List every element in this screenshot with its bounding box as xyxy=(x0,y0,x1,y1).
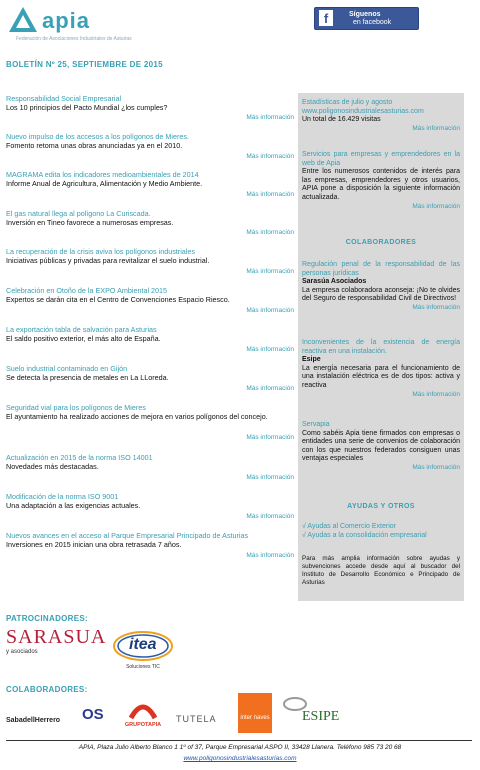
news-title[interactable]: Celebración en Otoño de la EXPO Ambiental 2015 xyxy=(6,286,168,295)
news-desc: Novedades más destacadas. xyxy=(6,462,99,471)
tapia-logo[interactable] xyxy=(120,700,166,728)
news-desc: Expertos se darán cita en el Centro de Convenciones Espacio Riesco. xyxy=(6,295,230,304)
services-title[interactable]: Servicios para empresas y emprendedores en la web de Apia xyxy=(302,151,460,167)
news-title[interactable]: La recuperación de la crisis aviva los polígonos industriales xyxy=(6,247,195,256)
bulletin-title: BOLETÍN Nº 25, SEPTIEMBRE DE 2015 xyxy=(6,60,163,69)
more-info-link[interactable]: Más información xyxy=(412,124,460,132)
news-item xyxy=(6,453,298,481)
more-info-link[interactable]: Más información xyxy=(246,229,294,236)
tapia-name: GRUPOTAPIA xyxy=(124,722,162,728)
news-item xyxy=(6,247,298,275)
news-desc: El ayuntamiento ha realizado acciones de mejora en varios polígonos del concejo. xyxy=(6,412,268,421)
more-info-link[interactable]: Más información xyxy=(246,474,294,481)
news-title[interactable]: Actualización en 2015 de la norma ISO 14001 xyxy=(6,453,153,462)
collab-title[interactable]: Servapia xyxy=(302,421,330,428)
news-item xyxy=(6,94,298,122)
news-title[interactable]: Responsabilidad Social Empresarial xyxy=(6,94,122,103)
news-item xyxy=(6,209,298,237)
aid-label: Ayudas al Comercio Exterior xyxy=(307,523,396,530)
news-title[interactable]: MAGRAMA edita los indicadores medioambientales de 2014 xyxy=(6,170,199,179)
more-info-link[interactable]: Más información xyxy=(246,307,294,314)
check-icon: √ xyxy=(302,531,308,539)
news-title[interactable]: Modificación de la norma ISO 9001 xyxy=(6,492,119,501)
apia-logo-icon xyxy=(8,6,38,34)
collab-desc: Como sabéis Apia tiene firmados con empresas o entidades una serie de convenios de colaboración con los que nuestros federados consiguen unas ventajas especiales xyxy=(302,429,460,463)
news-title[interactable]: La exportación tabla de salvación para Asturias xyxy=(6,325,157,334)
stats-title[interactable]: Estadísticas de julio y agosto xyxy=(302,99,393,106)
news-title[interactable]: El gas natural llega al polígono La Curiscada. xyxy=(6,209,151,218)
collaborators-label: COLABORADORES: xyxy=(6,685,88,694)
brand-name: apia xyxy=(42,8,91,33)
collab-desc: La energía necesaria para el funcionamiento de una instalación eléctrica es de dos tipos: activa y reactiva xyxy=(302,364,460,389)
sponsors-label: PATROCINADORES: xyxy=(6,614,88,623)
aid-item[interactable] xyxy=(302,532,460,541)
check-icon: √ xyxy=(302,523,308,530)
more-info-link[interactable]: Más información xyxy=(246,268,294,275)
news-desc: Iniciativas públicas y privadas para revitalizar el suelo industrial. xyxy=(6,256,210,265)
collab-item-sarasua xyxy=(302,261,460,313)
sarasua-logo[interactable] xyxy=(6,626,107,676)
stats-link[interactable]: www.poligonosindustrialesasturias.com xyxy=(302,107,424,115)
news-item xyxy=(6,531,298,559)
news-desc: Los 10 principios del Pacto Mundial ¿los cumples? xyxy=(6,103,168,112)
aid-heading: AYUDAS Y OTROS xyxy=(347,503,415,510)
aid-list xyxy=(302,523,460,540)
internaves-name: inter naves xyxy=(240,715,270,721)
news-desc: Inversiones en 2015 inician una obra retrasada 7 años. xyxy=(6,540,182,549)
tapia-logo-icon xyxy=(128,700,158,720)
facebook-line1: Síguenos xyxy=(349,11,381,18)
more-info-link[interactable]: Más información xyxy=(246,114,294,121)
esipe-logo[interactable]: ESIPE xyxy=(302,709,340,724)
stats-desc: Un total de 16.429 visitas xyxy=(302,116,381,124)
more-info-link[interactable]: Más información xyxy=(246,513,294,520)
news-item xyxy=(6,170,298,198)
itea-logo[interactable] xyxy=(112,630,174,670)
sidebar xyxy=(298,93,464,601)
news-item xyxy=(6,364,298,392)
apia-logo[interactable] xyxy=(8,4,148,44)
more-info-link[interactable]: Más información xyxy=(246,552,294,559)
news-title[interactable]: Nuevo impulso de los accesos a los polígonos de Mieres. xyxy=(6,132,189,141)
footer-divider xyxy=(6,740,472,741)
news-item xyxy=(6,325,298,353)
stats-block xyxy=(302,99,460,133)
facebook-line2: en facebook xyxy=(353,19,392,26)
sarasua-name: SARASUA xyxy=(6,626,107,648)
brand-tagline: Federación de Asociaciones Industriales de Asturias xyxy=(16,36,132,42)
news-title[interactable]: Seguridad vial para los polígonos de Mieres xyxy=(6,403,146,412)
news-desc: El saldo positivo exterior, el más alto de España. xyxy=(6,334,161,343)
tutela-logo[interactable]: TUTELA xyxy=(176,714,217,724)
itea-sub: Soluciones TIC xyxy=(126,664,160,670)
collab-company: Esipe xyxy=(302,356,321,364)
services-block xyxy=(302,151,460,211)
news-desc: Inversión en Tineo favorece a numerosas empresas. xyxy=(6,218,174,227)
news-item xyxy=(6,492,298,520)
sabadell-logo[interactable]: SabadellHerrero xyxy=(6,717,61,724)
aid-note: Para más amplia información sobre ayudas y subvenciones accede desde aquí al buscador del Instituto de Desarrollo Económico e Principado de Asturias xyxy=(302,555,460,586)
facebook-button[interactable] xyxy=(314,7,419,30)
more-info-link[interactable]: Más información xyxy=(246,153,294,160)
aid-item[interactable] xyxy=(302,523,460,532)
itea-name: itea xyxy=(129,636,157,653)
services-desc: Entre los numerosos contenidos de interés para las empresas, emprendedores y otros usuarios, APIA pone a disposición la siguiente información actualizada. xyxy=(302,168,460,201)
more-info-link[interactable]: Más información xyxy=(412,303,460,311)
news-item xyxy=(6,403,298,443)
more-info-link[interactable]: Más información xyxy=(246,191,294,198)
collab-item-servapia xyxy=(302,421,460,473)
os-logo[interactable]: OS xyxy=(82,706,104,723)
collab-title[interactable]: Regulación penal de la responsabilidad de las personas jurídicas xyxy=(302,261,460,277)
more-info-link[interactable]: Más información xyxy=(412,390,460,398)
collaborators-heading: COLABORADORES xyxy=(345,239,417,246)
more-info-link[interactable]: Más información xyxy=(412,202,460,210)
facebook-icon: f xyxy=(319,10,333,26)
news-desc: Una adaptación a las exigencias actuales. xyxy=(6,501,141,510)
news-title[interactable]: Nuevos avances en el acceso al Parque Empresarial Principado de Asturias xyxy=(6,531,249,540)
collab-item-esipe xyxy=(302,339,460,399)
collab-company: Sarasúa Asociados xyxy=(302,278,367,286)
news-desc: Se detecta la presencia de metales en La LLoreda. xyxy=(6,373,169,382)
more-info-link[interactable]: Más información xyxy=(412,463,460,471)
more-info-link[interactable]: Más información xyxy=(246,346,294,353)
news-desc: Informe Anual de Agricultura, Alimentación y Medio Ambiente. xyxy=(6,179,203,188)
news-item xyxy=(6,286,298,314)
more-info-link[interactable]: Más información xyxy=(246,385,294,392)
header xyxy=(0,0,480,52)
news-title[interactable]: Suelo industrial contaminado en Gijón xyxy=(6,364,128,373)
news-desc: Fomento retoma unas obras anunciadas ya en el 2010. xyxy=(6,141,183,150)
footer-url[interactable]: www.poligonosindustrialesasturias.com xyxy=(183,755,297,762)
aid-label: Ayudas a la consolidación empresarial xyxy=(307,531,427,539)
footer-address: APIA, Plaza Julio Alberto Blanco 1 1º of 37, Parque Empresarial ASPO II, 33428 Llanera. Teléfono 985 73 20 68 xyxy=(78,744,402,751)
collab-title[interactable]: Inconvenientes de la existencia de energía reactiva en una instalación. xyxy=(302,339,460,355)
more-info-link[interactable]: Más información xyxy=(246,434,294,441)
sarasua-sub: y asociados xyxy=(6,649,38,655)
news-item xyxy=(6,132,298,160)
collab-desc: La empresa colaboradora aconseja: ¡No te olvides del Seguro de responsabilidad Civil de Directivos! xyxy=(302,286,460,303)
internaves-logo[interactable] xyxy=(238,693,272,733)
